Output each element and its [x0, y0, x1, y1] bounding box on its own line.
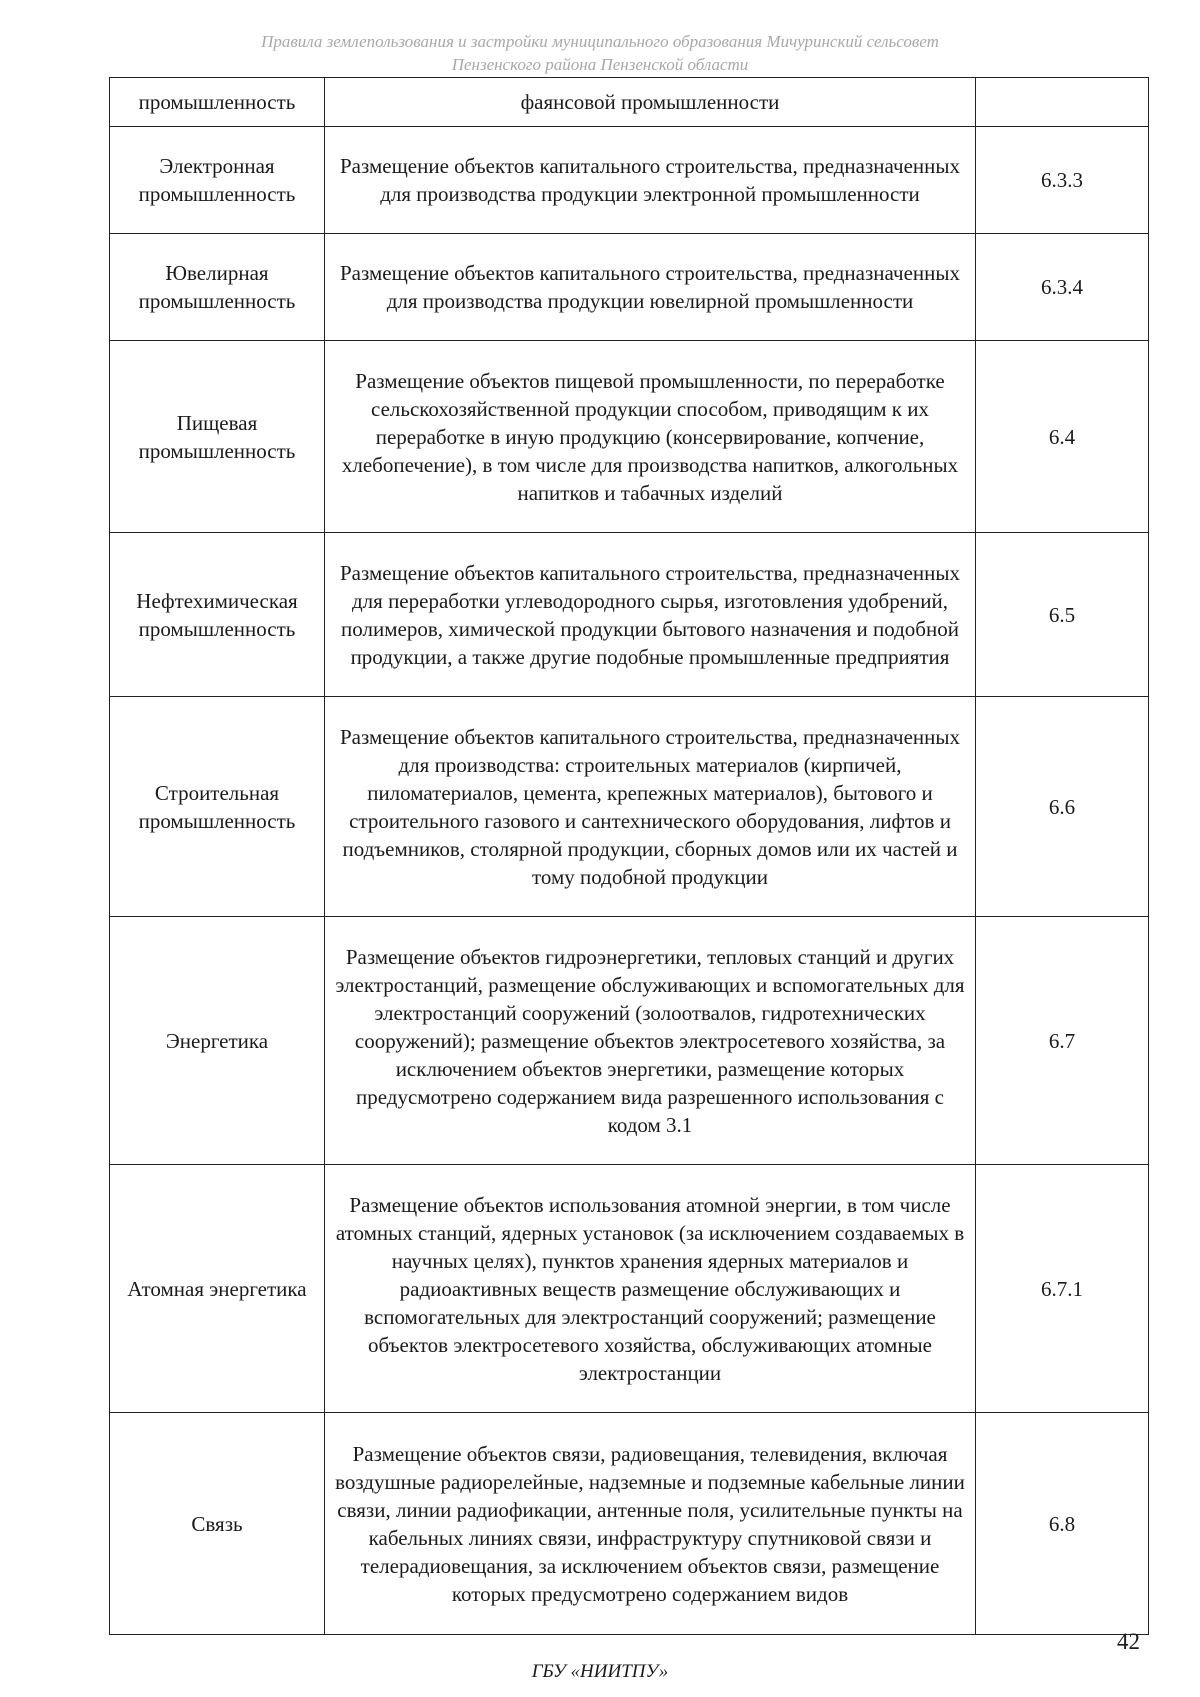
table-row	[110, 1165, 1149, 1413]
use-type-name: Строительная промышленность	[110, 697, 325, 917]
use-type-code: 6.3.4	[976, 234, 1149, 341]
use-type-description: Размещение объектов связи, радиовещания, телевидения, включая воздушные радиорелейные, надземные и подземные кабельные линии связи, линии радиофикации, антенные поля, усилительные пункты на кабельных линиях связи, инфраструктуру спутниковой связи и телерадиовещания, за исключением объектов связи, размещение которых предусмотрено содержанием видов	[325, 1413, 976, 1635]
use-type-description: Размещение объектов капитального строительства, предназначенных для производства: строительных материалов (кирпичей, пиломатериалов, цемента, крепежных материалов), бытового и строительного газового и сантехнического оборудования, лифтов и подъемников, столярной продукции, сборных домов или их частей и тому подобной продукции	[325, 697, 976, 917]
use-type-name: Электронная промышленность	[110, 127, 325, 234]
use-type-name: промышленность	[110, 78, 325, 127]
use-type-code: 6.7	[976, 917, 1149, 1165]
use-type-code: 6.6	[976, 697, 1149, 917]
use-type-code: 6.3.3	[976, 127, 1149, 234]
use-type-description: Размещение объектов гидроэнергетики, тепловых станций и других электростанций, размещение обслуживающих и вспомогательных для электростанций сооружений (золоотвалов, гидротехнических сооружений); размещение объектов электросетевого хозяйства, за исключением объектов энергетики, размещение которых предусмотрено содержанием вида разрешенного использования с кодом 3.1	[325, 917, 976, 1165]
table-row	[110, 1413, 1149, 1635]
running-header	[140, 30, 1060, 76]
running-footer: ГБУ «НИИТПУ»	[531, 1661, 669, 1682]
running-header-line-1: Правила землепользования и застройки муниципального образования Мичуринский сельсовет	[261, 32, 939, 51]
use-type-description: Размещение объектов использования атомной энергии, в том числе атомных станций, ядерных установок (за исключением создаваемых в научных целях), пунктов хранения ядерных материалов и радиоактивных веществ размещение обслуживающих и вспомогательных для электростанций сооружений; размещение объектов электросетевого хозяйства, обслуживающих атомные электростанции	[325, 1165, 976, 1413]
use-type-name: Ювелирная промышленность	[110, 234, 325, 341]
use-type-code: 6.5	[976, 533, 1149, 697]
use-type-code	[976, 78, 1149, 127]
land-use-table	[109, 77, 1149, 1635]
use-type-code: 6.7.1	[976, 1165, 1149, 1413]
use-type-description: Размещение объектов капитального строительства, предназначенных для производства продукции ювелирной промышленности	[325, 234, 976, 341]
use-type-name: Нефтехимическая промышленность	[110, 533, 325, 697]
table-row	[110, 697, 1149, 917]
use-type-code: 6.8	[976, 1413, 1149, 1635]
use-type-name: Связь	[110, 1413, 325, 1635]
use-type-description: Размещение объектов капитального строительства, предназначенных для производства продукции электронной промышленности	[325, 127, 976, 234]
table-row	[110, 917, 1149, 1165]
use-type-name: Атомная энергетика	[110, 1165, 325, 1413]
use-type-description: Размещение объектов пищевой промышленности, по переработке сельскохозяйственной продукции способом, приводящим к их переработке в иную продукцию (консервирование, копчение, хлебопечение), в том числе для производства напитков, алкогольных напитков и табачных изделий	[325, 341, 976, 533]
use-type-name: Энергетика	[110, 917, 325, 1165]
table-row	[110, 78, 1149, 127]
use-type-code: 6.4	[976, 341, 1149, 533]
use-type-name: Пищевая промышленность	[110, 341, 325, 533]
use-type-description: фаянсовой промышленности	[325, 78, 976, 127]
table-row	[110, 234, 1149, 341]
table-row	[110, 127, 1149, 234]
use-type-description: Размещение объектов капитального строительства, предназначенных для переработки углеводородного сырья, изготовления удобрений, полимеров, химической продукции бытового назначения и подобной продукции, а также другие подобные промышленные предприятия	[325, 533, 976, 697]
table-row	[110, 533, 1149, 697]
page-number: 42	[1117, 1629, 1140, 1654]
running-header-line-2: Пензенского района Пензенской области	[451, 55, 749, 74]
table-row	[110, 341, 1149, 533]
